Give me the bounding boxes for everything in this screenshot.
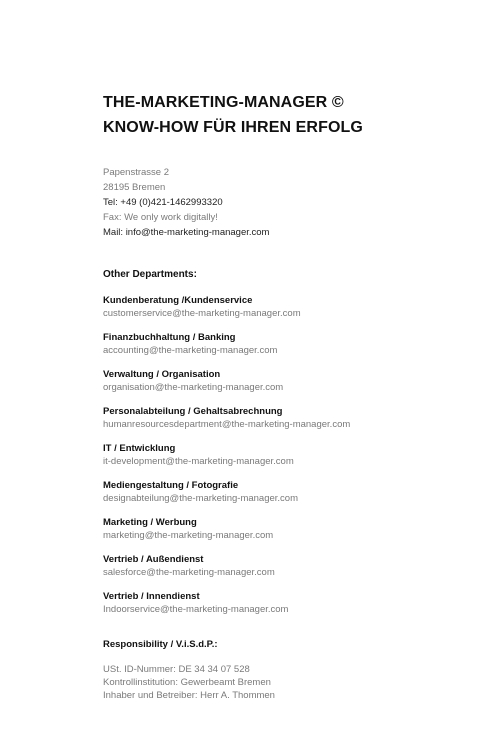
responsibility-heading: Responsibility / V.i.S.d.P.: [103,639,218,650]
department-item [103,553,493,579]
department-name: Vertrieb / Außendienst [103,554,204,565]
address-block [103,165,493,240]
control-institution: Kontrollinstitution: Gewerbeamt Bremen [103,677,271,688]
address-city: 28195 Bremen [103,182,166,193]
department-name: Finanzbuchhaltung / Banking [103,332,236,343]
address-street: Papenstrasse 2 [103,167,170,178]
address-tel: Tel: +49 (0)421-1462993320 [103,197,223,208]
department-item [103,331,493,357]
department-name: Marketing / Werbung [103,517,197,528]
department-item [103,442,493,468]
department-item [103,405,493,431]
department-email-link[interactable]: it-development@the-marketing-manager.com [103,456,294,467]
department-name: Mediengestaltung / Fotografie [103,480,239,491]
departments-list [103,294,493,616]
department-email-link[interactable]: designabteilung@the-marketing-manager.com [103,493,299,504]
departments-heading: Other Departments: [103,269,197,280]
vat-id: USt. ID-Nummer: DE 34 34 07 528 [103,664,250,675]
department-item [103,516,493,542]
department-item [103,294,493,320]
imprint-content [103,90,493,702]
address-mail[interactable]: Mail: info@the-marketing-manager.com [103,227,270,238]
department-email-link[interactable]: organisation@the-marketing-manager.com [103,382,284,393]
department-name: Verwaltung / Organisation [103,369,221,380]
department-email-link[interactable]: humanresourcesdepartment@the-marketing-manager.com [103,419,351,430]
address-fax: Fax: We only work digitally! [103,212,218,223]
department-item [103,479,493,505]
legal-info [103,663,493,702]
title-line-2: KNOW-HOW FÜR IHREN ERFOLG [103,119,363,136]
page-title [103,90,493,140]
department-email-link[interactable]: Indoorservice@the-marketing-manager.com [103,604,289,615]
owner-operator: Inhaber und Betreiber: Herr A. Thommen [103,690,275,701]
department-name: Personalabteilung / Gehaltsabrechnung [103,406,283,417]
department-item [103,590,493,616]
department-email-link[interactable]: salesforce@the-marketing-manager.com [103,567,275,578]
department-name: Kundenberatung /Kundenservice [103,295,253,306]
department-name: IT / Entwicklung [103,443,176,454]
department-email-link[interactable]: accounting@the-marketing-manager.com [103,345,278,356]
title-line-1: THE-MARKETING-MANAGER © [103,94,344,111]
department-email-link[interactable]: customerservice@the-marketing-manager.com [103,308,301,319]
department-email-link[interactable]: marketing@the-marketing-manager.com [103,530,274,541]
department-item [103,368,493,394]
department-name: Vertrieb / Innendienst [103,591,200,602]
